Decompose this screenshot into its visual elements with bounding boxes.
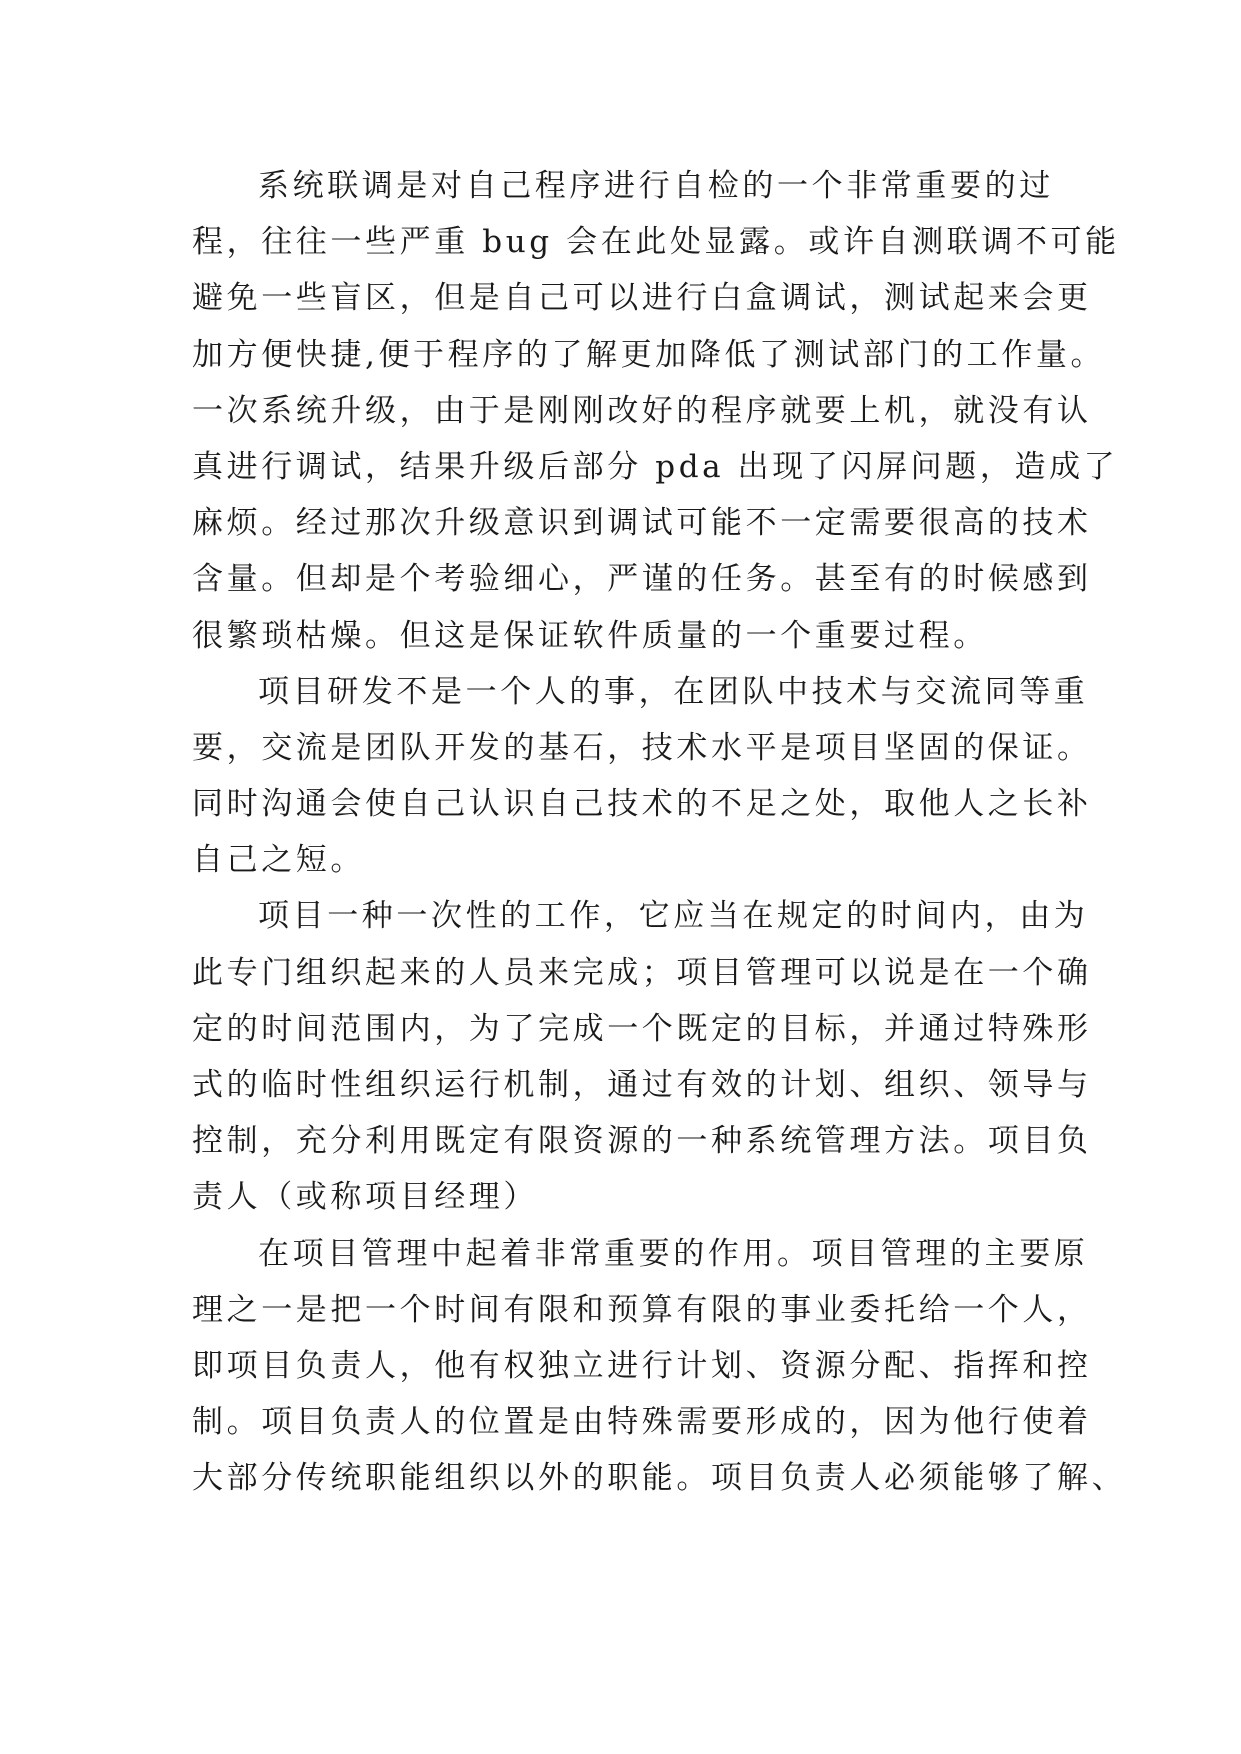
text-line: 同时沟通会使自己认识自己技术的不足之处，取他人之长补	[192, 786, 1092, 823]
text-line: 一次系统升级，由于是刚刚改好的程序就要上机，就没有认	[192, 392, 1092, 429]
text-line: 大部分传统职能组织以外的职能。项目负责人必须能够了解、	[192, 1460, 1127, 1497]
text-line: 项目一种一次性的工作，它应当在规定的时间内，由为	[258, 898, 1089, 935]
text-line: 程，往往一些严重 bug 会在此处显露。或许自测联调不可能	[192, 224, 1120, 261]
text-line: 定的时间范围内，为了完成一个既定的目标，并通过特殊形	[192, 1010, 1092, 1047]
text-line: 理之一是把一个时间有限和预算有限的事业委托给一个人，	[192, 1291, 1092, 1328]
body-text	[192, 158, 1127, 1507]
text-line: 项目研发不是一个人的事，在团队中技术与交流同等重	[258, 673, 1089, 710]
text-line: 真进行调试，结果升级后部分 pda 出现了闪屏问题，造成了	[192, 448, 1119, 485]
text-line: 式的临时性组织运行机制，通过有效的计划、组织、领导与	[192, 1067, 1092, 1103]
text-line: 麻烦。经过那次升级意识到调试可能不一定需要很高的技术	[192, 505, 1092, 542]
text-line: 很繁琐枯燥。但这是保证软件质量的一个重要过程。	[192, 617, 988, 654]
text-line: 制。项目负责人的位置是由特殊需要形成的，因为他行使着	[192, 1404, 1092, 1441]
text-line: 要，交流是团队开发的基石，技术水平是项目坚固的保证。	[192, 729, 1092, 766]
text-line: 加方便快捷,便于程序的了解更加降低了测试部门的工作量。	[192, 336, 1106, 373]
text-line: 责人（或称项目经理）	[192, 1179, 538, 1216]
text-line: 即项目负责人，他有权独立进行计划、资源分配、指挥和控	[192, 1347, 1092, 1384]
text-line: 系统联调是对自己程序进行自检的一个非常重要的过	[258, 168, 1054, 204]
text-line: 在项目管理中起着非常重要的作用。项目管理的主要原	[258, 1235, 1089, 1272]
text-line: 控制，充分利用既定有限资源的一种系统管理方法。项目负	[192, 1123, 1092, 1160]
text-line: 此专门组织起来的人员来完成；项目管理可以说是在一个确	[192, 954, 1092, 991]
text-line: 自己之短。	[192, 842, 365, 879]
text-line: 含量。但却是个考验细心，严谨的任务。甚至有的时候感到	[192, 561, 1092, 598]
text-line: 避免一些盲区，但是自己可以进行白盒调试，测试起来会更	[192, 280, 1092, 317]
